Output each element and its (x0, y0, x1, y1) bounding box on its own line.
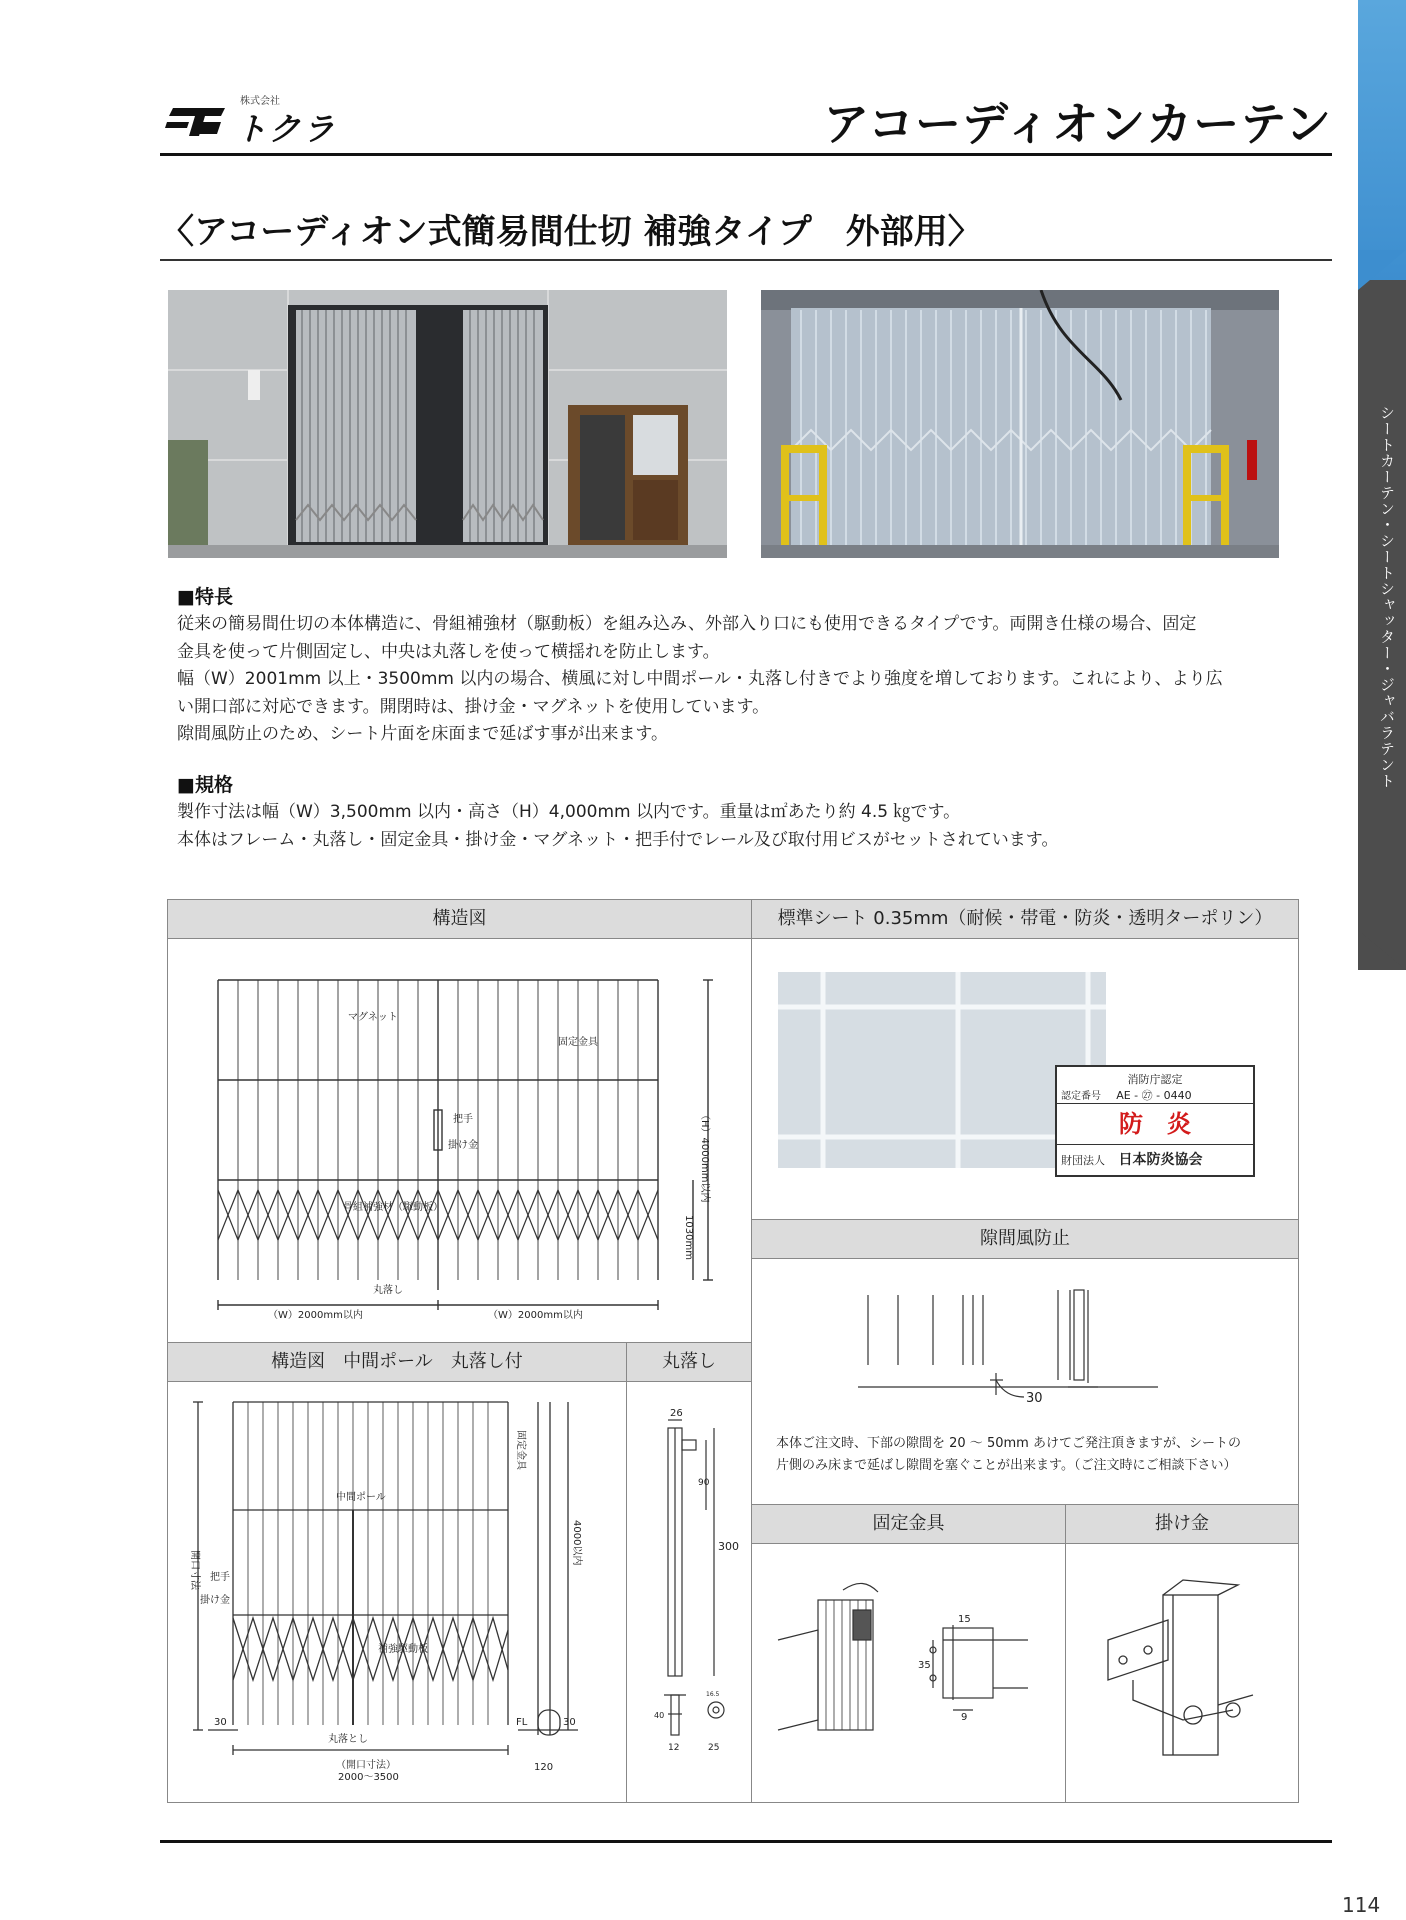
fire-retardant-certificate-label (1055, 1065, 1255, 1177)
cert-org: 日本防炎協会 (1118, 1152, 1203, 1168)
features-line: 金具を使って片側固定し、中央は丸落しを使って横揺れを防止します。 (177, 641, 720, 662)
fixing-bracket-diagram (768, 1570, 1058, 1770)
draft-gap-value: 30 (1026, 1391, 1043, 1405)
page-number: 114 (1342, 1893, 1381, 1917)
label-drop: 丸落し (373, 1285, 403, 1296)
structure-pole-header: 構造図 中間ポール 丸落し付 (168, 1343, 626, 1382)
draft-prevention-diagram (768, 1285, 1288, 1405)
label-120: 120 (534, 1762, 554, 1773)
label-1030: 1030mm (683, 1215, 694, 1260)
side-tab-accent (1358, 0, 1406, 280)
cert-org-type: 財団法人 (1061, 1154, 1105, 1167)
label-fixing: 固定金具 (558, 1037, 598, 1048)
latch-diagram (1073, 1570, 1293, 1770)
features-heading: ■特長 (177, 586, 233, 608)
page-title: アコーディオンカーテン (823, 97, 1332, 151)
header-divider (160, 153, 1332, 156)
label-latch: 掛け金 (448, 1140, 478, 1151)
cert-number: AE - ㉗ - 0440 (1116, 1089, 1192, 1102)
dim-40: 40 (654, 1711, 665, 1720)
label-magnet: マグネット (348, 1012, 398, 1023)
label-drop: 丸落とし (328, 1734, 368, 1745)
label-handle: 把手 (210, 1572, 230, 1583)
label-w-right: （W）2000mm以内 (488, 1310, 583, 1321)
features-line: 隙間風防止のため、シート片面を床面まで延ばす事が出来ます。 (177, 724, 668, 744)
section-divider (160, 259, 1332, 261)
dim-15: 15 (958, 1614, 971, 1625)
label-board: 補強駆動板 (378, 1644, 428, 1655)
label-open-range: 2000～3500 (338, 1772, 399, 1783)
fixing-header: 固定金具 (752, 1505, 1065, 1544)
photo-interior-installation (761, 290, 1279, 558)
latch-header: 掛け金 (1066, 1505, 1298, 1544)
dim-9: 9 (961, 1712, 968, 1723)
draft-header: 隙間風防止 (752, 1220, 1298, 1259)
drop-bolt-header: 丸落し (627, 1343, 751, 1382)
table-divider (1065, 1504, 1066, 1802)
features-text (177, 611, 1297, 749)
dim-12: 12 (668, 1743, 680, 1753)
label-pole: 中間ポール (336, 1492, 386, 1503)
draft-note-line: 本体ご注文時、下部の隙間を 20 ～ 50mm あけてご発注頂きますが、シートの (776, 1436, 1241, 1451)
draft-note (776, 1433, 1291, 1477)
table-divider (626, 1342, 627, 1802)
side-tab-corner (1358, 930, 1406, 970)
footer-divider (160, 1840, 1332, 1843)
label-fl: FL (516, 1717, 528, 1728)
features-line: い開口部に対応できます。開閉時は、掛け金・マグネットを使用しています。 (177, 696, 770, 717)
label-fixing: 固定金具 (515, 1430, 526, 1470)
dim-26: 26 (670, 1408, 683, 1419)
specs-line: 本体はフレーム・丸落し・固定金具・掛け金・マグネット・把手付でレール及び取付用ビスがセットされています。 (177, 829, 1059, 850)
table-divider (751, 900, 752, 1802)
dim-16-5: 16.5 (706, 1691, 720, 1698)
company-type-label: 株式会社 (240, 96, 280, 107)
draft-note-line: 片側のみ床まで延ばし隙間を塞ぐことが出来ます。（ご注文時にご相談下さい） (776, 1458, 1237, 1473)
label-30-right: 30 (563, 1717, 576, 1728)
structure-header: 構造図 (168, 900, 751, 939)
spec-drawings-table (167, 899, 1299, 1803)
dim-300: 300 (718, 1540, 739, 1553)
label-30-left: 30 (214, 1717, 227, 1728)
cert-title: 消防庁認定 (1127, 1073, 1183, 1086)
company-name: トクラ (235, 110, 337, 148)
dim-25: 25 (708, 1743, 720, 1753)
side-tab-label: シートカーテン・シートシャッター・ジャバラテント (1378, 405, 1396, 789)
specs-line: 製作寸法は幅（W）3,500mm 以内・高さ（H）4,000mm 以内です。重量は㎡あたり約 4.5 ㎏です。 (177, 802, 961, 822)
structure-diagram (188, 960, 738, 1330)
logo-mark-icon (165, 104, 227, 140)
section-title: 〈アコーディオン式簡易間仕切 補強タイプ 外部用〉 (160, 212, 982, 252)
drop-bolt-diagram (638, 1400, 743, 1790)
cert-mark: 防 炎 (1057, 1104, 1253, 1145)
label-height: 4000以内 (571, 1520, 582, 1566)
dim-35: 35 (918, 1660, 931, 1671)
side-tab-accent-corner (1358, 250, 1406, 290)
label-opening: 開口寸法 (189, 1550, 200, 1590)
label-w-left: （W）2000mm以内 (268, 1310, 363, 1321)
side-index-tab (1358, 0, 1406, 970)
structure-pole-diagram (178, 1390, 618, 1790)
photo-exterior-installation (168, 290, 727, 558)
company-logo (165, 92, 345, 148)
specs-text (177, 799, 1297, 854)
label-handle: 把手 (453, 1114, 473, 1125)
specs-heading: ■規格 (177, 774, 233, 796)
cert-label: 認定番号 (1061, 1091, 1101, 1102)
features-line: 従来の簡易間仕切の本体構造に、骨組補強材（駆動板）を組み込み、外部入り口にも使用できるタイプです。両開き仕様の場合、固定 (177, 614, 1197, 634)
label-frame: 骨組補強材（駆動板） (343, 1202, 443, 1213)
features-line: 幅（W）2001mm 以上・3500mm 以内の場合、横風に対し中間ポール・丸落し付きでより強度を増しております。これにより、より広 (177, 669, 1223, 689)
label-height: （H）4000mm以内 (699, 1110, 710, 1203)
label-open-dim: （開口寸法） (336, 1760, 396, 1771)
label-latch: 掛け金 (200, 1595, 230, 1606)
sheet-header: 標準シート 0.35mm（耐候・帯電・防炎・透明ターポリン） (752, 900, 1298, 939)
dim-90: 90 (698, 1478, 710, 1488)
